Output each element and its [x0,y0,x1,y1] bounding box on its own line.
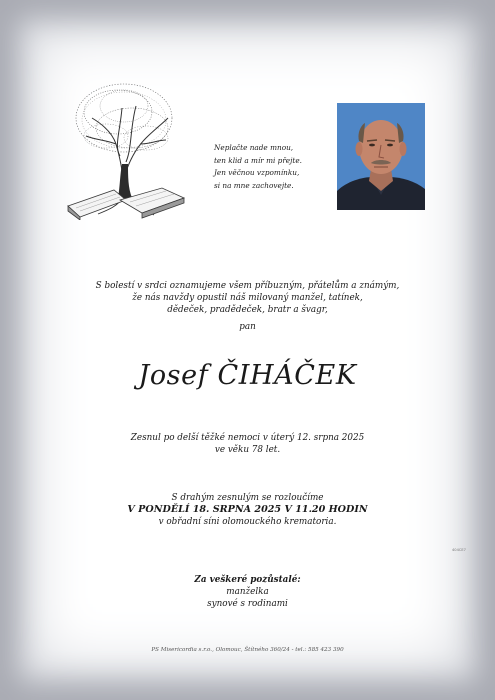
survivor-line: synové s rodinami [207,599,288,610]
farewell-details [0,492,495,529]
farewell-place: v obřadní síni olomouckého krematoria. [158,517,337,528]
survivors [0,574,495,611]
portrait-illustration [337,103,425,210]
death-line: ve věku 78 let. [214,445,281,456]
death-details [0,432,495,456]
survivor-line: manželka [226,587,269,598]
poem-line: si na mne zachovejte. [214,180,294,190]
survivors-heading: Za veškeré pozůstalé: [194,575,301,585]
poem-line: ten klid a mír mi přejte. [214,155,302,165]
farewell-datetime: V PONDĚLÍ 18. SRPNA 2025 V 11.20 HODIN [127,504,368,516]
announcement-line: že nás navždy opustil náš milovaný manžel, tatínek, [132,293,363,304]
deceased-name: Josef ČIHÁČEK [138,360,357,391]
announcement-line: dědeček, pradědeček, bratr a švagr, [167,305,328,316]
announcement-line: S bolestí v srdci oznamujeme všem příbuzným, přátelům a známým, [95,281,400,291]
farewell-intro: S drahým zesnulým se rozloučíme [171,493,324,503]
poem-line: Neplačte nade mnou, [214,143,294,152]
honorific: pan [239,322,256,332]
announcement-text [0,280,495,317]
tree-on-books-illustration [58,78,196,220]
footer-funeral-service: PS Misericordia s.r.o., Olomouc, Štítného 360/24 - tel.: 585 423 390 [151,647,344,653]
poem [214,142,302,192]
poem-line: Jen věčnou vzpomínku, [214,168,300,178]
document-code: 404CE7 [452,548,466,552]
death-line: Zesnul po delší těžké nemoci v úterý 12. srpna 2025 [130,433,365,443]
portrait-photo [337,103,425,210]
